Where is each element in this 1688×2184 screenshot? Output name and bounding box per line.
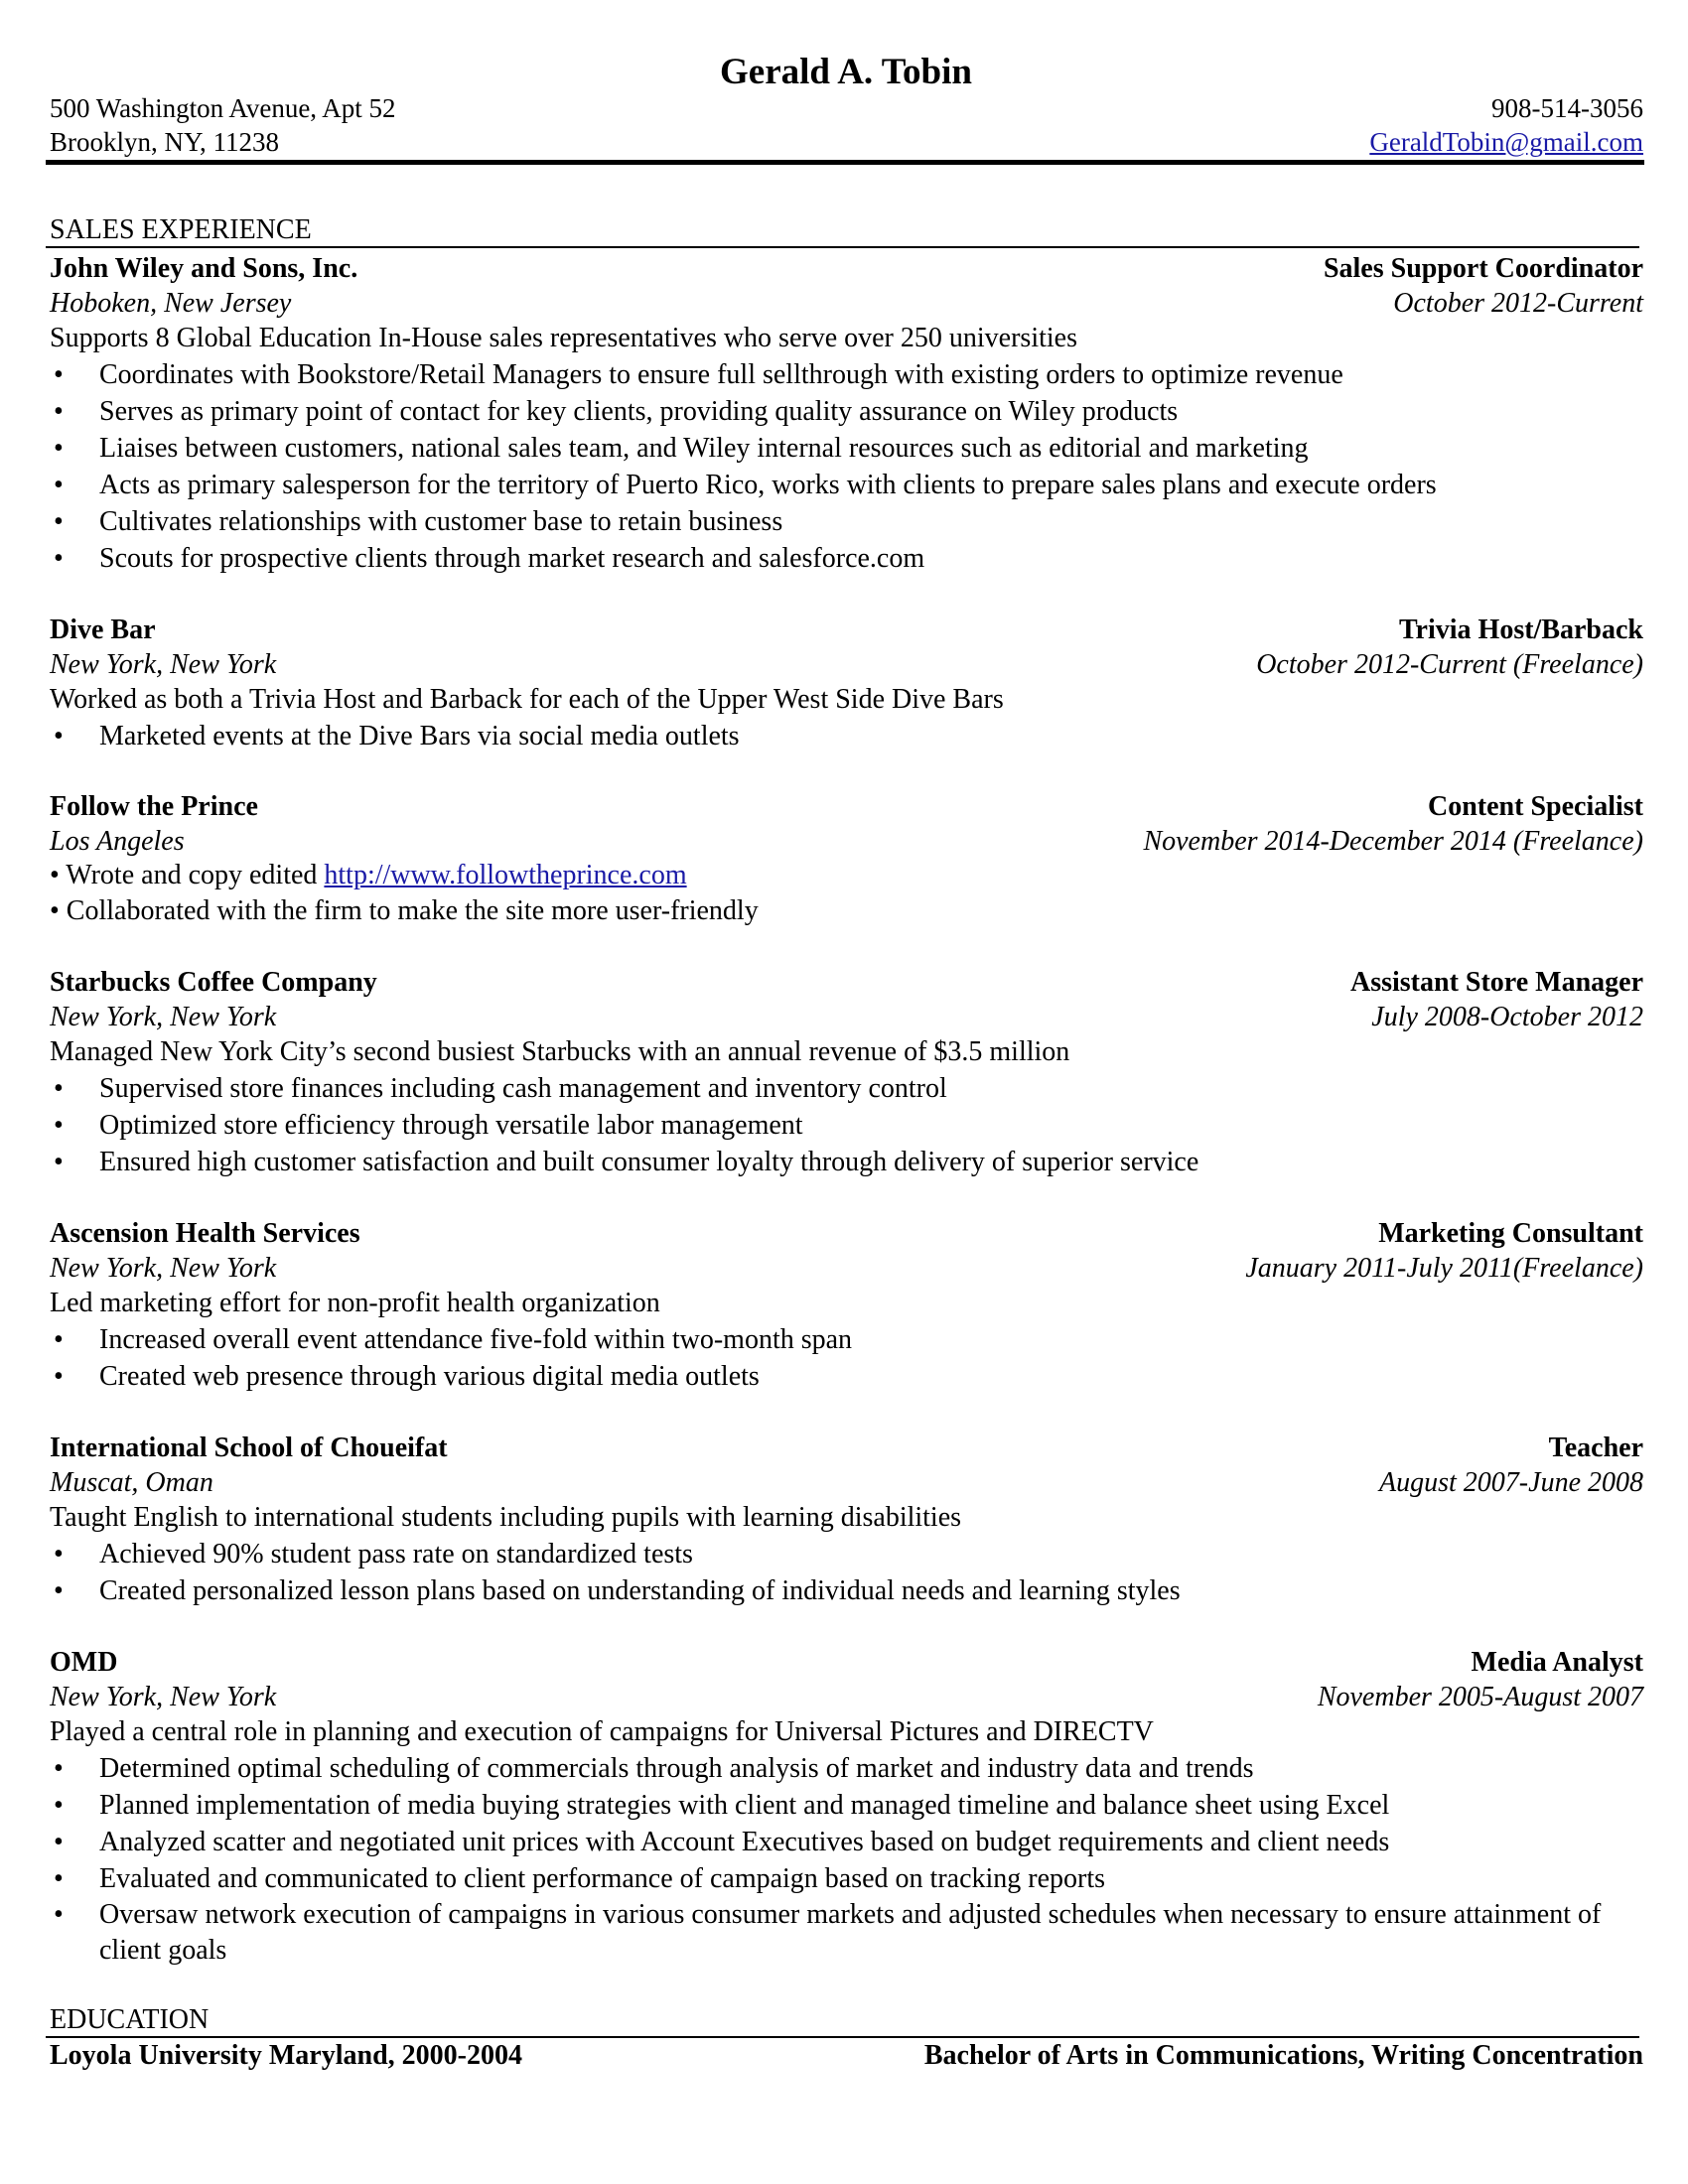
company-name: Starbucks Coffee Company: [50, 967, 377, 998]
job-entry: [50, 612, 1643, 754]
job-entry: [50, 1430, 1643, 1609]
job-role: Content Specialist: [1428, 791, 1643, 822]
job-role: Assistant Store Manager: [1349, 967, 1643, 998]
address-line-1: 500 Washington Avenue, Apt 52: [50, 93, 396, 123]
school-name: Loyola University Maryland, 2000-2004: [50, 2040, 522, 2071]
phone-number: 908-514-3056: [1491, 93, 1643, 123]
header-divider: [46, 160, 1644, 165]
job-role: Teacher: [1548, 1433, 1643, 1463]
job-summary: Taught English to international students including pupils with learning disabilities: [50, 1502, 962, 1533]
bullet-item: • Analyzed scatter and negotiated unit prices with Account Executives based on budget requirements and client needs: [54, 1827, 1390, 1857]
job-entry: [50, 964, 1643, 1180]
job-bullets: [50, 1536, 1638, 1609]
company-name: Dive Bar: [50, 614, 156, 645]
resume-content: [50, 50, 1643, 161]
job-summary: Played a central role in planning and execution of campaigns for Universal Pictures and DIRECTV: [50, 1716, 1154, 1747]
job-location: Muscat, Oman: [50, 1467, 213, 1498]
bullet-item: • Achieved 90% student pass rate on standardized tests: [54, 1539, 693, 1570]
job-entry: [50, 250, 1643, 577]
company-name: Ascension Health Services: [50, 1218, 360, 1249]
job-location: New York, New York: [50, 1682, 277, 1712]
job-role: Trivia Host/Barback: [1398, 614, 1643, 645]
job-dates: November 2014-December 2014 (Freelance): [1143, 826, 1643, 857]
bullet-line-link: • Wrote and copy edited http://www.followtheprince.com: [50, 860, 687, 890]
company-name: Follow the Prince: [50, 791, 258, 822]
job-summary: Worked as both a Trivia Host and Barback for each of the Upper West Side Dive Bars: [50, 684, 1004, 715]
job-location: Hoboken, New Jersey: [50, 288, 292, 319]
bullet-item: • Acts as primary salesperson for the territory of Puerto Rico, works with clients to prepare sales plans and execute orders: [54, 470, 1437, 500]
address-block: [50, 91, 447, 159]
company-name: OMD: [50, 1647, 118, 1678]
job-dates: July 2008-October 2012: [1371, 1002, 1643, 1032]
bullet-item: • Ensured high customer satisfaction and built consumer loyalty through delivery of superior service: [54, 1147, 1199, 1177]
job-entry: [50, 1215, 1643, 1395]
job-summary: Managed New York City’s second busiest Starbucks with an annual revenue of $3.5 million: [50, 1036, 1070, 1067]
bullet-item: • Created web presence through various digital media outlets: [54, 1361, 760, 1392]
job-location: New York, New York: [50, 1002, 277, 1032]
bullet-item: • Liaises between customers, national sales team, and Wiley internal resources such as editorial and marketing: [54, 433, 1309, 464]
job-location: New York, New York: [50, 1253, 277, 1284]
contact-block: [50, 91, 1643, 161]
job-bullets: [50, 1070, 1638, 1180]
job-role: Sales Support Coordinator: [1323, 253, 1643, 284]
education-entry: [50, 2038, 1643, 2074]
job-summary: Led marketing effort for non-profit health organization: [50, 1288, 660, 1318]
bullet-item: • Serves as primary point of contact for key clients, providing quality assurance on Wiley products: [54, 396, 1179, 427]
bullet-line: • Collaborated with the firm to make the site more user-friendly: [50, 895, 759, 926]
job-summary: Supports 8 Global Education In-House sales representatives who serve over 250 universities: [50, 323, 1077, 353]
bullet-item: • Increased overall event attendance five-fold within two-month span: [54, 1324, 853, 1355]
address-line-2: Brooklyn, NY, 11238: [50, 127, 280, 157]
job-dates: August 2007-June 2008: [1379, 1467, 1643, 1498]
company-name: International School of Choueifat: [50, 1433, 448, 1463]
job-location: New York, New York: [50, 649, 277, 680]
job-role: Marketing Consultant: [1378, 1218, 1643, 1249]
job-entry: [50, 1644, 1643, 1969]
website-link[interactable]: http://www.followtheprince.com: [324, 860, 687, 890]
candidate-name: Gerald A. Tobin: [720, 52, 972, 92]
bullet-item: • Determined optimal scheduling of commercials through analysis of market and industry data and trends: [54, 1753, 1254, 1784]
sections: [50, 214, 1643, 2074]
job-bullets: [50, 1750, 1638, 1969]
job-dates: October 2012-Current: [1393, 288, 1643, 319]
job-dates: October 2012-Current (Freelance): [1256, 649, 1643, 680]
section-title-sales-experience: SALES EXPERIENCE: [50, 214, 312, 245]
bullet-item: • Created personalized lesson plans based on understanding of individual needs and learning styles: [54, 1575, 1181, 1606]
job-dates: November 2005-August 2007: [1317, 1682, 1643, 1712]
job-bullets: [50, 356, 1638, 577]
section-rule: [46, 246, 1639, 248]
job-bullets: [50, 1321, 1638, 1395]
section-title-education: EDUCATION: [50, 2004, 210, 2035]
job-entry: [50, 788, 1643, 929]
job-role: Media Analyst: [1471, 1647, 1643, 1678]
bullet-item: • Supervised store finances including cash management and inventory control: [54, 1073, 947, 1104]
job-bullets: [50, 718, 1638, 754]
phone-email-block: [1246, 91, 1643, 159]
email-link[interactable]: GeraldTobin@gmail.com: [1369, 127, 1643, 157]
bullet-item: • Evaluated and communicated to client performance of campaign based on tracking reports: [54, 1863, 1106, 1894]
bullet-item: • Cultivates relationships with customer base to retain business: [54, 506, 783, 537]
company-name: John Wiley and Sons, Inc.: [50, 253, 358, 284]
bullet-item: • Optimized store efficiency through versatile labor management: [54, 1110, 803, 1141]
job-dates: January 2011-July 2011(Freelance): [1245, 1253, 1643, 1284]
jobs-list: [50, 250, 1643, 2004]
degree: Bachelor of Arts in Communications, Writing Concentration: [923, 2040, 1643, 2071]
bullet-item: • Planned implementation of media buying strategies with client and managed timeline and balance sheet using Excel: [54, 1790, 1390, 1821]
bullet-item: • Scouts for prospective clients through market research and salesforce.com: [54, 543, 925, 574]
bullet-item: • Coordinates with Bookstore/Retail Managers to ensure full sellthrough with existing orders to optimize revenue: [54, 359, 1343, 390]
job-location: Los Angeles: [50, 826, 185, 857]
bullet-item: • Oversaw network execution of campaigns in various consumer markets and adjusted schedules when necessary to ensure attainment of client goals: [54, 1899, 1602, 1966]
bullet-item: • Marketed events at the Dive Bars via social media outlets: [54, 721, 740, 751]
